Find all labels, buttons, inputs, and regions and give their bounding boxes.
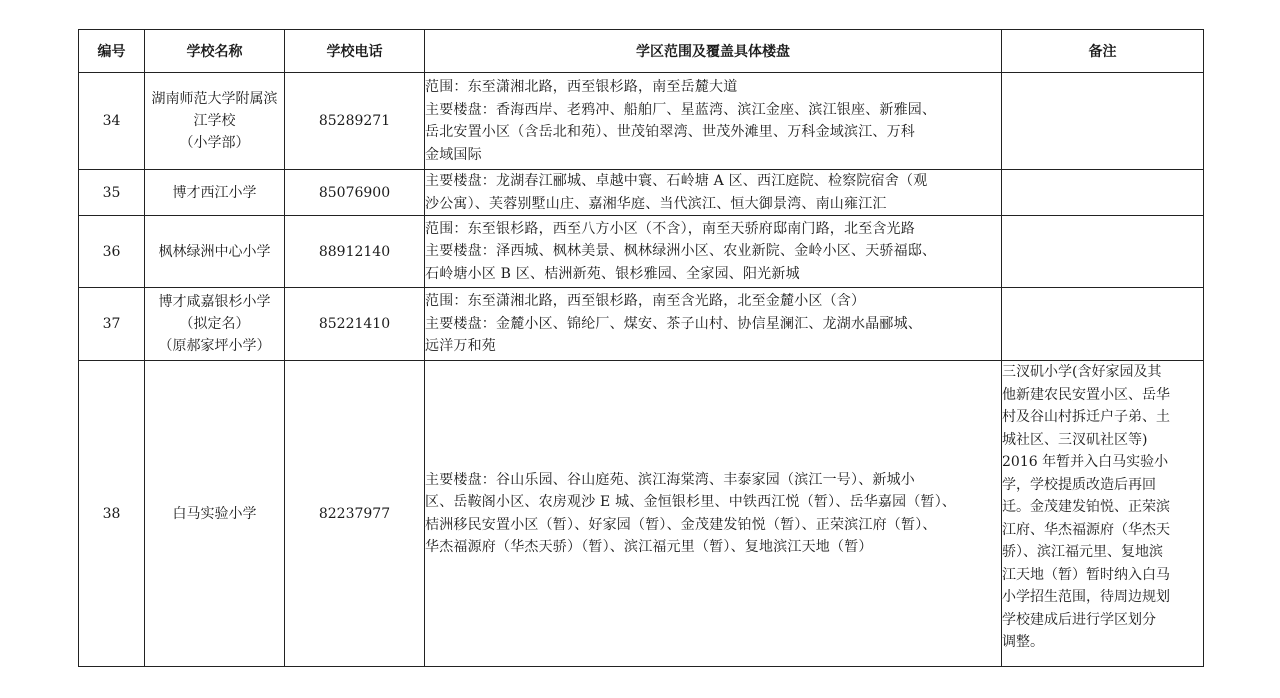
header-district-scope: 学区范围及覆盖具体楼盘	[425, 30, 1002, 73]
table-row	[79, 288, 1204, 361]
remarks-cell	[1002, 73, 1204, 170]
table-header-row	[79, 30, 1204, 73]
school-name: 枫林绿洲中心小学	[145, 216, 285, 288]
school-phone: 82237977	[285, 361, 425, 667]
remarks-cell	[1002, 288, 1204, 361]
remarks-cell	[1002, 216, 1204, 288]
row-number: 34	[79, 73, 145, 170]
table-row	[79, 216, 1204, 288]
district-scope: 主要楼盘：谷山乐园、谷山庭苑、滨江海棠湾、丰泰家园（滨江一号）、新城小 区、岳鞍阁小区、农房观沙 E 城、金恒银杉里、中铁西江悦（暂）、岳华嘉园（暂）、 桔洲移民安置小区（暂）、好家园（暂）、金茂建发铂悦（暂）、正荣滨江府（暂）、 华杰福源府（华杰天骄）（暂）、滨江福元里（暂）、复地滨江天地（暂）	[425, 361, 1002, 667]
row-number: 35	[79, 170, 145, 216]
header-number: 编号	[79, 30, 145, 73]
school-name: 博才咸嘉银杉小学 （拟定名） （原郝家坪小学）	[145, 288, 285, 361]
school-phone: 85221410	[285, 288, 425, 361]
school-district-table	[78, 29, 1204, 667]
row-number: 36	[79, 216, 145, 288]
remarks-cell: 三汊矶小学(含好家园及其 他新建农民安置小区、岳华 村及谷山村拆迁户子弟、土 城社区、三汊矶社区等) 2016 年暂并入白马实验小 学，学校提质改造后再回 迁。金茂建发铂悦、正荣滨 江府、华杰福源府（华杰天 骄）、滨江福元里、复地滨 江天地（暂）暂时纳入白马 小学招生范围，待周边规划 学校建成后进行学区划分 调整。	[1002, 361, 1204, 667]
district-scope: 范围：东至银杉路，西至八方小区（不含），南至天骄府邸南门路，北至含光路 主要楼盘：泽西城、枫林美景、枫林绿洲小区、农业新院、金岭小区、天骄福邸、 石岭塘小区 B 区、桔洲新苑、银杉雅园、全家园、阳光新城	[425, 216, 1002, 288]
header-school-name: 学校名称	[145, 30, 285, 73]
header-remarks: 备注	[1002, 30, 1204, 73]
school-name: 湖南师范大学附属滨 江学校 （小学部）	[145, 73, 285, 170]
remarks-cell	[1002, 170, 1204, 216]
school-phone: 85289271	[285, 73, 425, 170]
school-phone: 88912140	[285, 216, 425, 288]
row-number: 37	[79, 288, 145, 361]
table-row	[79, 73, 1204, 170]
school-phone: 85076900	[285, 170, 425, 216]
table-row	[79, 361, 1204, 667]
table-row	[79, 170, 1204, 216]
district-scope: 范围：东至潇湘北路，西至银杉路，南至含光路，北至金麓小区（含） 主要楼盘：金麓小区、锦纶厂、煤安、茶子山村、协信星澜汇、龙湖水晶郦城、 远洋万和苑	[425, 288, 1002, 361]
school-name: 博才西江小学	[145, 170, 285, 216]
district-scope: 范围：东至潇湘北路，西至银杉路，南至岳麓大道 主要楼盘：香海西岸、老鸦冲、船舶厂、星蓝湾、滨江金座、滨江银座、新雅园、 岳北安置小区（含岳北和苑）、世茂铂翠湾、世茂外滩里、万科金域滨江、万科 金域国际	[425, 73, 1002, 170]
row-number: 38	[79, 361, 145, 667]
district-scope: 主要楼盘：龙湖春江郦城、卓越中寰、石岭塘 A 区、西江庭院、检察院宿舍（观 沙公寓）、芙蓉别墅山庄、嘉湘华庭、当代滨江、恒大御景湾、南山雍江汇	[425, 170, 1002, 216]
header-school-phone: 学校电话	[285, 30, 425, 73]
school-name: 白马实验小学	[145, 361, 285, 667]
